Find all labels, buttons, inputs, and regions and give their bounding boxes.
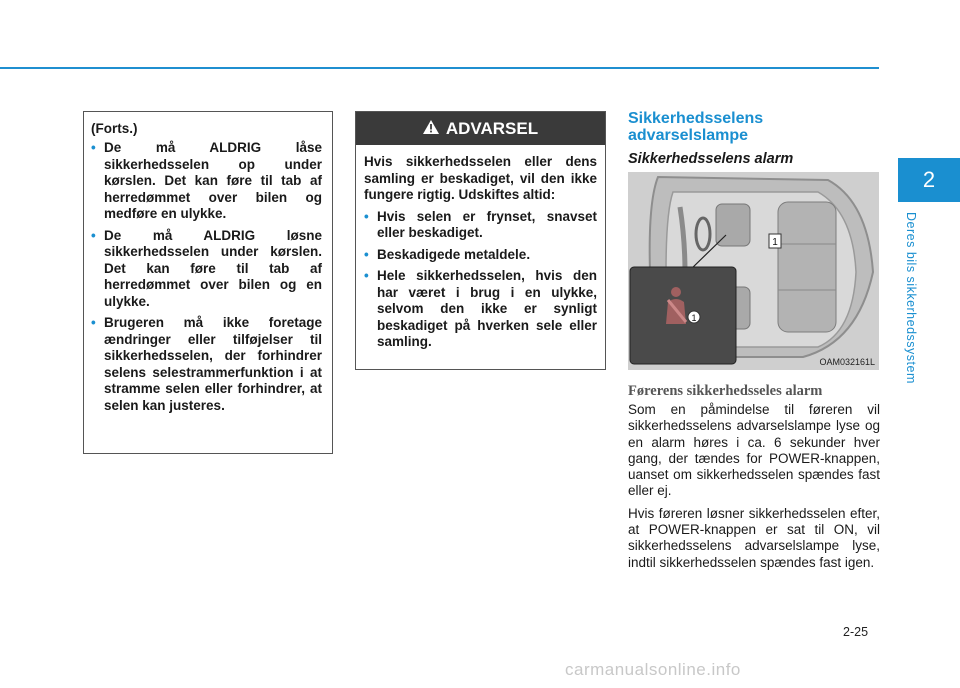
page-number: 2-25 — [843, 625, 869, 639]
car-interior-icon — [628, 172, 879, 370]
list-item: • Beskadigede metaldele. — [364, 247, 597, 264]
figure-callout: 1 — [772, 237, 778, 248]
continued-list — [91, 140, 322, 414]
warning-header — [356, 112, 605, 145]
section-subtitle: Sikkerhedsselens alarm — [628, 151, 794, 167]
watermark: carmanualsonline.info — [565, 660, 741, 679]
warning-triangle-icon — [423, 119, 439, 139]
continued-heading: (Forts.) — [91, 121, 138, 136]
continued-warning-box — [83, 111, 333, 454]
section-title: Sikkerhedsselens advarselslampe — [628, 110, 764, 144]
warning-label: ADVARSEL — [445, 118, 539, 138]
body-text — [628, 402, 880, 577]
list-item: • De må ALDRIG låse sikkerhedsselen op under kørslen. Det kan føre til tab af herredømmet over bilen og medføre en ulykke. — [91, 140, 322, 223]
paragraph: Som en påmindelse til føreren vil sikkerhedsselens advarselslampe lyse og en alarm høres i ca. 6 sekunder hver gang, der tændes for POWER-knappen, uanset om sikkerhedsselen spændes fast eller ej. — [628, 402, 880, 499]
chapter-title: Deres bils sikkerhedssystem — [904, 212, 918, 384]
warning-list — [364, 209, 597, 351]
warning-box — [355, 111, 606, 370]
figure-code: OAM032161L — [819, 357, 875, 367]
chapter-number-tab: 2 — [898, 158, 960, 202]
warning-intro: Hvis sikkerhedsselen eller dens samling er beskadiget, vil den ikke fungere rigtig. Udskiftes altid: — [364, 154, 597, 202]
list-item: • Hvis selen er frynset, snavset eller beskadiget. — [364, 209, 597, 242]
svg-text:1: 1 — [691, 313, 697, 323]
list-item: • Brugeren må ikke foretage ændringer eller tilføjelser til sikkerhedsselen, der forhindrer selens selestrammerfunktion i at stramme selen eller forhindrer, at selen kan justeres. — [91, 315, 322, 414]
paragraph: Hvis føreren løsner sikkerhedsselen efter, at POWER-knappen er sat til ON, vil sikkerhedsselens advarselslampe lyse, indtil sikkerhedsselen spændes fast igen. — [628, 505, 880, 570]
seatbelt-warning-illustration — [628, 172, 879, 370]
figure-caption: Førerens sikkerhedsseles alarm — [628, 383, 823, 399]
header-rule — [0, 67, 879, 69]
list-item: • Hele sikkerhedsselen, hvis den har været i brug i en ulykke, selvom den ikke er synligt beskadiget på hverken sele eller samling. — [364, 268, 597, 351]
list-item: • De må ALDRIG løsne sikkerhedsselen under kørslen. Det kan føre til tab af herredømmet over bilen og en ulykke. — [91, 228, 322, 311]
